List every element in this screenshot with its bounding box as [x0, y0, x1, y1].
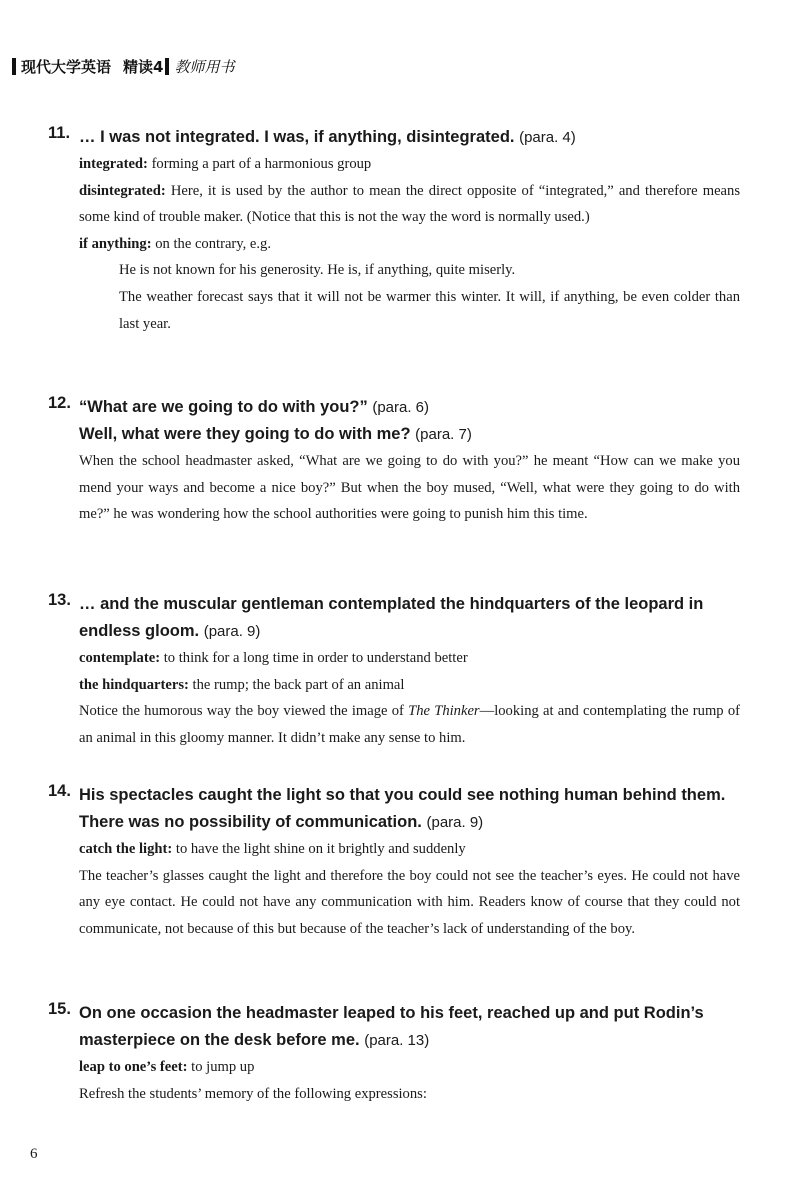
example-sentence: The weather forecast says that it will not be warmer this winter. It will, if anything, be even colder than last year. [119, 288, 740, 332]
term: the hindquarters: [79, 676, 189, 693]
explanation: Notice the humorous way the boy viewed the image of The Thinker—looking at and contemplating the rump of an animal in this gloomy manner. It didn’t make any sense to him. [79, 703, 740, 746]
entry-heading: Well, what were they going to do with me? (para. 7) [79, 425, 472, 443]
definition: integrated: forming a part of a harmonious group [79, 156, 372, 172]
definition: leap to one’s feet: to jump up [79, 1059, 255, 1075]
entry-number: 13. [48, 591, 71, 609]
definition: the hindquarters: the rump; the back part of an animal [79, 676, 405, 693]
entry-number: 14. [48, 782, 71, 800]
definition: if anything: on the contrary, e.g. [79, 235, 271, 252]
note-entry-12 [50, 394, 740, 528]
entry-heading: His spectacles caught the light so that you could see nothing human behind them. There was no possibility of communication. (para. 9) [79, 786, 726, 831]
entry-heading: … I was not integrated. I was, if anything, disintegrated. (para. 4) [79, 128, 576, 146]
note-entry-11 [50, 124, 740, 337]
para-ref: (para. 9) [426, 814, 484, 831]
para-ref: (para. 9) [203, 623, 261, 640]
para-ref: (para. 4) [519, 129, 576, 146]
example-sentence: He is not known for his generosity. He is, if anything, quite miserly. [119, 262, 516, 279]
term: disintegrated: [79, 182, 166, 199]
header-book-title: 现代大学英语 [21, 58, 112, 76]
entry-number: 11. [48, 124, 71, 142]
entry-heading: On one occasion the headmaster leaped to his feet, reached up and put Rodin’s masterpiece on the desk before me. (para. 13) [79, 1004, 704, 1049]
term: catch the light: [79, 841, 173, 857]
explanation: When the school headmaster asked, “What are we going to do with you?” he meant “How can we make you mend your ways and become a nice boy?” But when the boy mused, “Well, what were they going to do with me?” he was wondering how the school authorities were going to punish him this time. [79, 453, 740, 523]
note-entry-15 [50, 1000, 740, 1107]
entry-heading: … and the muscular gentleman contemplated the hindquarters of the leopard in endless gloom. (para. 9) [79, 595, 704, 640]
para-ref: (para. 6) [372, 399, 430, 416]
term: leap to one’s feet: [79, 1059, 188, 1075]
entry-number: 15. [48, 1000, 71, 1018]
running-header [12, 56, 234, 77]
header-subtitle: 教师用书 [174, 58, 235, 76]
definition: contemplate: to think for a long time in order to understand better [79, 650, 468, 666]
entry-heading: “What are we going to do with you?” (para. 6) [79, 398, 430, 416]
para-ref: (para. 7) [415, 426, 472, 443]
header-volume: 精读4 [123, 58, 164, 76]
work-title: The Thinker [408, 703, 480, 720]
entry-number: 12. [48, 394, 71, 412]
note-entry-14 [50, 782, 740, 942]
definition: catch the light: to have the light shine on it brightly and suddenly [79, 841, 466, 857]
page-number: 6 [30, 1146, 38, 1162]
para-ref: (para. 13) [364, 1032, 430, 1049]
definition: disintegrated: Here, it is used by the author to mean the direct opposite of “integrated,” and therefore means some kind of trouble maker. (Notice that this is not the way the word is normally used.) [79, 182, 740, 226]
header-bar-mark [165, 58, 169, 75]
header-bar-mark [12, 58, 16, 75]
term: if anything: [79, 235, 152, 252]
explanation: Refresh the students’ memory of the following expressions: [79, 1085, 427, 1102]
term: integrated: [79, 156, 148, 172]
term: contemplate: [79, 650, 161, 666]
note-entry-13 [50, 591, 740, 751]
explanation: The teacher’s glasses caught the light and therefore the boy could not see the teacher’s eyes. He could not have any eye contact. He could not have any communication with him. Readers know of course that they could not communicate, not because of this but because of the teacher’s lack of understanding of the boy. [79, 867, 740, 937]
